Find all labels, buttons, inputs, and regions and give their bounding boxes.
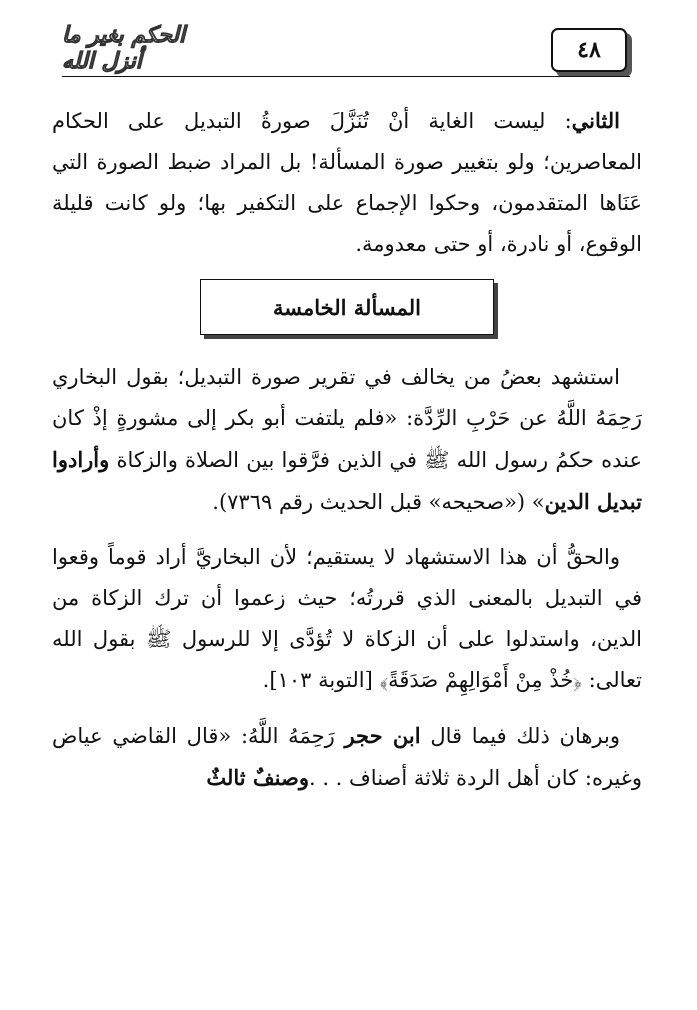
lead-term: الثاني	[571, 108, 620, 133]
paragraph-second-point	[52, 100, 642, 265]
bold-name: ابن حجر	[344, 723, 421, 748]
section-heading: المسألة الخامسة	[200, 279, 494, 335]
paragraph-text: » («صحيحه» قبل الحديث رقم ٧٣٦٩).	[212, 490, 545, 514]
paragraph-text: استشهد بعضُ من يخالف في تقرير صورة التبديل؛ بقول البخاري رَحِمَهُ اللَّهُ عن حَرْبِ الرِّدَّة: «فلم يلتفت أبو بكر إلى مشورةٍ إذْ كان عنده حكمُ رسول الله ﷺ في الذين فرَّقوا بين الصلاة والزكاة	[52, 365, 642, 472]
section-heading-wrap	[52, 279, 642, 335]
page-number: ٤٨	[551, 28, 627, 72]
paragraph-ibn-hajar	[52, 715, 642, 799]
paragraph-text: رَحِمَهُ اللَّهُ: «قال القاضي عياض وغيره: كان أهل الردة ثلاثة أصناف . . .	[52, 724, 642, 790]
bold-phrase: وأرادوا تبديل الدين	[52, 447, 642, 514]
running-head-title: الحكم بغير ما أنزل الله	[62, 22, 186, 74]
paragraph-text: وبرهان ذلك فيما قال	[420, 724, 620, 748]
page-body	[52, 100, 642, 805]
paragraph-text: والحقُّ أن هذا الاستشهاد لا يستقيم؛ لأن البخاريَّ أراد قوماً وقعوا في التبديل بالمعنى الذي قررتُه؛ حيث زعموا أن ترك الزكاة من الدين، واستدلوا على أن الزكاة لا تُؤدَّى إلا للرسول ﷺ بقول الله تعالى: ﴿خُذْ مِنْ أَمْوَالِهِمْ صَدَقَةً﴾ [التوبة ١٠٣].	[52, 545, 642, 692]
header-rule	[62, 76, 630, 77]
paragraph-text: : ليست الغاية أنْ تُنَزَّلَ صورةُ التبديل على الحكام المعاصرين؛ ولو بتغيير صورة المسألة! بل المراد ضبط الصورة التي عَنَاها المتقدمون، وحكوا الإجماع على التكفير بها؛ ولو كانت قليلة الوقوع، أو نادرة، أو حتى معدومة.	[52, 109, 642, 256]
paragraph-bukhari-quote	[52, 357, 642, 523]
page-header	[0, 0, 697, 80]
bold-phrase: وصنفٌ ثالثٌ	[206, 765, 309, 790]
paragraph-refutation	[52, 537, 642, 701]
